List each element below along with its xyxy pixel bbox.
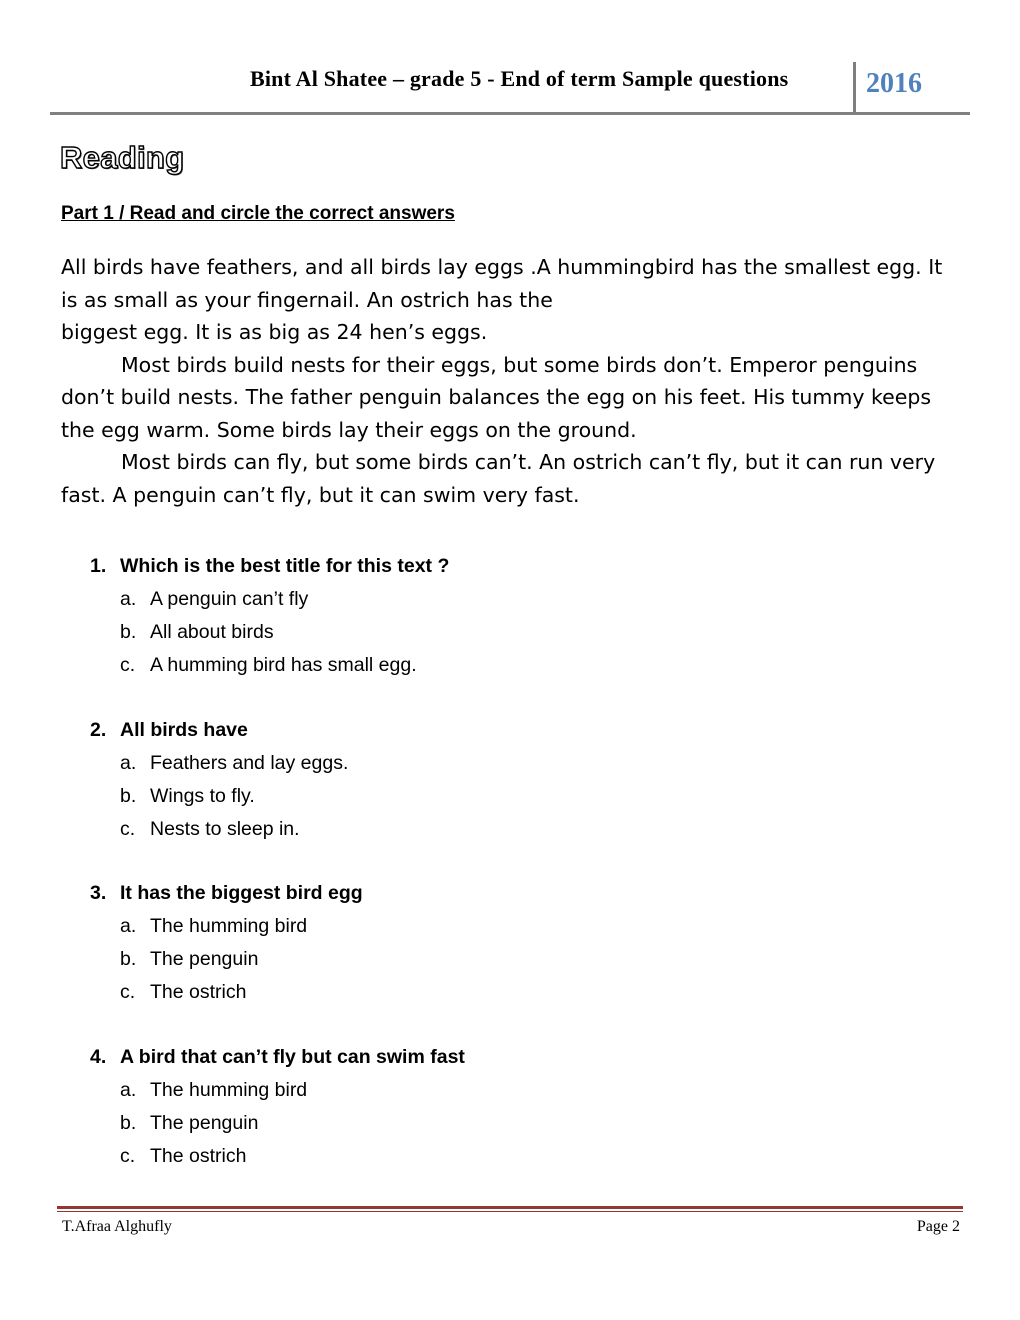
answer-option[interactable] [90,1074,465,1107]
passage-paragraph: Most birds can fly, but some birds can’t. An ostrich can’t fly, but it can run very fast. A penguin can’t fly, but it can swim very fast. [61,450,936,507]
footer-page-number: Page 2 [916,1218,960,1235]
answer-option[interactable] [90,747,348,780]
header-rule [50,112,970,115]
question-1 [90,550,449,682]
option-text: The humming bird [150,915,308,937]
section-title: Reading [60,140,185,175]
answer-option[interactable] [90,649,449,682]
option-text: The penguin [150,1112,259,1134]
answer-option[interactable] [90,910,363,943]
option-letter: b. [120,1112,137,1134]
question-text: All birds have [120,719,248,741]
option-text: All about birds [150,621,274,643]
option-text: The humming bird [150,1079,308,1101]
option-letter: a. [120,1079,137,1101]
option-letter: a. [120,588,137,610]
question-number: 4. [90,1046,107,1068]
option-letter: b. [120,948,137,970]
part-heading: Part 1 / Read and circle the correct answers [61,203,455,224]
option-text: A penguin can’t fly [150,588,309,610]
question-number: 3. [90,882,107,904]
answer-option[interactable] [90,616,449,649]
option-text: Nests to sleep in. [150,818,300,840]
question-text: A bird that can’t fly but can swim fast [120,1046,465,1068]
answer-option[interactable] [90,943,363,976]
passage-paragraph: All birds have feathers, and all birds lay eggs .A hummingbird has the smallest egg. It is as small as your fingernail. An ostrich has the [61,255,943,312]
question-number: 2. [90,719,107,741]
reading-passage [61,251,961,511]
option-letter: b. [120,785,137,807]
option-text: The penguin [150,948,259,970]
answer-options [90,910,363,1009]
footer-author: T.Afraa Alghufly [62,1218,172,1235]
question-4 [90,1041,465,1173]
answer-option[interactable] [90,780,348,813]
answer-options [90,583,449,682]
option-letter: a. [120,752,137,774]
option-text: Wings to fly. [150,785,255,807]
header-title: Bint Al Shatee – grade 5 - End of term Sample questions [250,66,789,91]
footer-rule [57,1206,963,1212]
option-text: The ostrich [150,981,247,1003]
question-text: It has the biggest bird egg [120,882,363,904]
option-letter: a. [120,915,137,937]
header-divider [853,62,856,114]
option-text: Feathers and lay eggs. [150,752,349,774]
option-letter: b. [120,621,137,643]
option-letter: c. [120,1145,136,1167]
question-text: Which is the best title for this text ? [120,555,450,577]
passage-paragraph: Most birds build nests for their eggs, but some birds don’t. Emperor penguins don’t build nests. The father penguin balances the egg on his feet. His tummy keeps the egg warm. Some birds lay their eggs on the ground. [61,352,932,442]
option-letter: c. [120,981,136,1003]
answer-options [90,747,348,846]
option-letter: c. [120,654,136,676]
question-2 [90,714,348,846]
option-text: A humming bird has small egg. [150,654,417,676]
answer-option[interactable] [90,1107,465,1140]
answer-option[interactable] [90,583,449,616]
option-letter: c. [120,818,136,840]
answer-option[interactable] [90,813,348,846]
option-text: The ostrich [150,1145,247,1167]
question-3 [90,877,363,1009]
answer-options [90,1074,465,1173]
header-year: 2016 [866,68,922,99]
answer-option[interactable] [90,976,363,1009]
question-number: 1. [90,555,107,577]
passage-paragraph: biggest egg. It is as big as 24 hen’s eggs. [61,320,488,344]
answer-option[interactable] [90,1140,465,1173]
